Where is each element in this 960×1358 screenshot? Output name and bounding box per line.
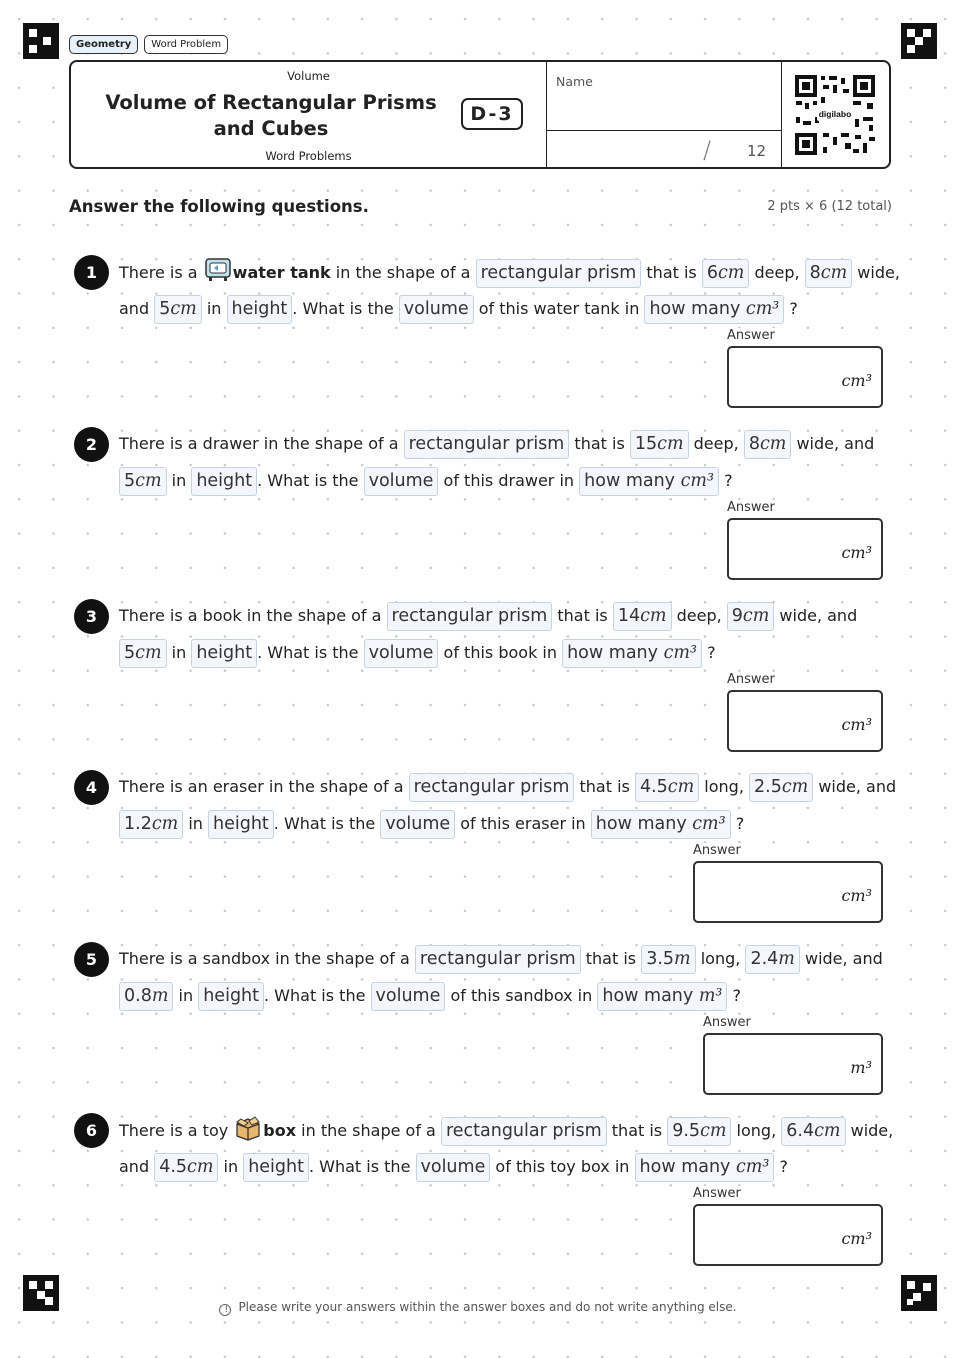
answer-box[interactable] [727, 690, 883, 752]
unit-label: cm³ [692, 814, 726, 834]
unit-label: cm [820, 263, 848, 283]
question-text [183, 814, 208, 833]
question-text-line1 [119, 429, 874, 459]
segment-text: 2.4 [750, 949, 779, 969]
segment-text: 1.2 [124, 814, 152, 834]
highlighted-term [119, 639, 167, 668]
segment-text: There is a drawer in the shape of a [119, 434, 404, 453]
answer-unit: cm³ [841, 1229, 872, 1248]
unit-label: cm [717, 263, 745, 283]
unit-label: cm [657, 434, 684, 454]
segment-text: water tank [232, 263, 331, 282]
highlighted-term [154, 1153, 218, 1182]
segment-text: in [201, 299, 227, 318]
highlighted-term [597, 982, 727, 1011]
highlighted-term [441, 1117, 607, 1146]
segment-text: of this toy box in [490, 1157, 635, 1176]
question-text [852, 263, 900, 282]
water-tank-icon [204, 257, 232, 283]
question-text [846, 1121, 894, 1140]
highlighted-term [399, 295, 474, 324]
header-title-area [71, 62, 546, 167]
highlighted-term [415, 945, 581, 974]
segment-text: 6.4 [786, 1121, 815, 1141]
answer-box[interactable] [693, 1204, 883, 1266]
segment-text: 6 [706, 263, 718, 283]
segment-text: long, [695, 949, 746, 968]
highlighted-term [641, 945, 695, 974]
highlighted-term [387, 602, 553, 631]
highlighted-term [635, 773, 699, 802]
highlighted-term [744, 430, 792, 459]
question-text [173, 986, 198, 1005]
highlighted-term [119, 467, 167, 496]
segment-text: deep, [688, 434, 744, 453]
segment-text: 14 [617, 606, 641, 626]
segment-text: . What is the [273, 814, 381, 833]
highlighted-term [727, 602, 775, 631]
segment-text: ? [727, 986, 742, 1005]
header-category: Volume [287, 69, 330, 83]
segment-text: that is [641, 263, 702, 282]
highlighted-term [119, 810, 183, 839]
highlighted-term [644, 295, 784, 324]
question-text [474, 299, 645, 318]
segment-text: 5 [159, 299, 171, 319]
segment-text: of this book in [438, 643, 563, 662]
segment-text: wide, and [813, 777, 897, 796]
question-text [569, 434, 630, 453]
question-text [490, 1157, 634, 1176]
question-text [689, 434, 744, 453]
question-text [774, 1157, 788, 1176]
answer-unit: m³ [850, 1058, 872, 1077]
segment-text: There is a [119, 263, 203, 282]
unit-label: cm³ [680, 471, 715, 491]
unit-label: cm [759, 434, 787, 454]
segment-text: in [183, 814, 209, 833]
unit-label: cm [640, 606, 667, 626]
segment-text: ? [719, 471, 733, 490]
highlighted-term [805, 259, 853, 288]
question-text [119, 1121, 233, 1140]
tag-list [69, 35, 228, 54]
segment-text: how many [567, 643, 664, 663]
question-text-line1 [119, 772, 896, 802]
qr-caption: digilabo [818, 109, 852, 119]
segment-text: rectangular prism [413, 777, 570, 797]
segment-text: in the shape of a [330, 263, 476, 282]
question-number: 3 [74, 599, 109, 634]
segment-text: how many [649, 299, 746, 319]
segment-text: that is [574, 777, 635, 796]
unit-label: m [778, 949, 795, 969]
question-text [119, 1157, 154, 1176]
highlighted-term [476, 259, 642, 288]
answer-box[interactable] [727, 346, 883, 408]
segment-text: ? [774, 1157, 788, 1176]
worksheet-code: D-3 [461, 98, 523, 130]
question-text [774, 606, 857, 625]
question-text [167, 471, 192, 490]
segment-text: that is [606, 1121, 668, 1140]
segment-text: . What is the [308, 1157, 416, 1176]
segment-text: in [166, 471, 192, 490]
segment-text: how many [602, 986, 699, 1006]
unit-label: cm³ [663, 643, 697, 663]
highlighted-term [198, 982, 264, 1011]
question-text [119, 263, 203, 282]
segment-text: 15 [634, 434, 658, 454]
highlighted-term [227, 295, 293, 324]
header-subtitle: Word Problems [265, 149, 352, 163]
segment-text: 4.5 [639, 777, 668, 797]
segment-text: long, [731, 1121, 782, 1140]
question-text [274, 814, 381, 833]
unit-label: cm [187, 1157, 214, 1177]
page-title: Volume of Rectangular Prisms and Cubes [105, 91, 437, 140]
unit-label: cm [742, 606, 770, 626]
instructions: Answer the following questions. [69, 197, 373, 216]
question-text [574, 777, 635, 796]
unit-label: cm³ [745, 299, 780, 319]
segment-text: 8 [809, 263, 821, 283]
highlighted-term [745, 945, 799, 974]
question-text-line1 [119, 257, 900, 288]
question-text [719, 471, 733, 490]
segment-text: box [263, 1121, 297, 1140]
highlighted-term [579, 467, 719, 496]
box-icon [234, 1115, 262, 1141]
segment-text: There is a toy [119, 1121, 234, 1140]
highlighted-term [119, 982, 173, 1011]
segment-text: 0.8 [124, 986, 152, 1006]
highlighted-term [416, 1153, 491, 1182]
segment-text: how many [639, 1157, 736, 1177]
answer-box[interactable] [693, 861, 883, 923]
highlighted-term [364, 467, 439, 496]
segment-text: how many [595, 814, 693, 834]
question-text [119, 606, 387, 625]
segment-text: how many [584, 471, 681, 491]
segment-text: wide, [852, 263, 900, 282]
segment-text: deep, [749, 263, 805, 282]
question-number: 1 [74, 255, 109, 290]
segment-text: 5 [124, 643, 136, 663]
answer-unit: cm³ [841, 371, 872, 390]
question-text [438, 643, 562, 662]
question-text [167, 643, 192, 662]
highlighted-term [613, 602, 672, 631]
segment-text: rectangular prism [391, 606, 548, 626]
question-text-line2 [119, 466, 733, 496]
unit-label: cm [135, 643, 162, 663]
highlighted-term [371, 982, 446, 1011]
segment-text: 8 [748, 434, 760, 454]
question-text [438, 471, 579, 490]
question-text [331, 263, 476, 282]
unit-label: m [151, 986, 169, 1006]
question-text [813, 777, 896, 796]
unit-label: cm [700, 1121, 727, 1141]
segment-text: volume [368, 643, 434, 663]
answer-box[interactable] [727, 518, 883, 580]
question-text [731, 1121, 781, 1140]
highlighted-term [562, 639, 702, 668]
segment-text: of this sandbox in [445, 986, 598, 1005]
segment-text: of this drawer in [438, 471, 580, 490]
highlighted-term [630, 430, 689, 459]
answer-label: Answer [727, 500, 775, 515]
segment-text: 4.5 [159, 1157, 188, 1177]
segment-text: volume [385, 814, 451, 834]
question-text-line2 [119, 638, 716, 668]
highlighted-term [154, 295, 202, 324]
segment-text: volume [403, 299, 469, 319]
question-text [119, 434, 404, 453]
unit-label: cm [667, 777, 695, 797]
corner-marker-top-right [901, 23, 937, 59]
answer-label: Answer [727, 672, 775, 687]
segment-text: . What is the [257, 643, 364, 662]
answer-unit: cm³ [841, 715, 872, 734]
question-text [784, 299, 798, 318]
question-text [696, 949, 746, 968]
segment-text: . What is the [264, 986, 371, 1005]
qr-code-icon [793, 73, 877, 157]
question-text-line1 [119, 601, 857, 631]
unit-label: cm [151, 814, 179, 834]
question-text [257, 643, 364, 662]
answer-unit: cm³ [841, 886, 872, 905]
segment-text: . What is the [292, 299, 399, 318]
segment-text: wide, [845, 1121, 894, 1140]
segment-text: 2.5 [754, 777, 782, 797]
question-text [552, 606, 613, 625]
highlighted-term [404, 430, 570, 459]
info-icon: ! [219, 1304, 231, 1316]
question-text [119, 299, 154, 318]
unit-label: m³ [698, 986, 723, 1006]
question-text [641, 263, 702, 282]
highlighted-term [749, 773, 813, 802]
question-number: 6 [74, 1113, 109, 1148]
segment-text: that is [569, 434, 630, 453]
unit-label: cm [781, 777, 809, 797]
question-text [699, 777, 749, 796]
segment-text: 9 [731, 606, 743, 626]
highlighted-term [667, 1117, 731, 1146]
highlighted-term [191, 639, 257, 668]
unit-label: cm [814, 1121, 841, 1141]
question-text [455, 814, 591, 833]
segment-text: rectangular prism [408, 434, 565, 454]
question-text [202, 299, 227, 318]
question-text [791, 434, 874, 453]
segment-text: 3.5 [646, 949, 675, 969]
segment-text: There is an eraser in the shape of a [119, 777, 409, 796]
tag-geometry: Geometry [69, 35, 138, 54]
unit-label: m [674, 949, 691, 969]
highlighted-term [380, 810, 455, 839]
answer-label: Answer [693, 1186, 741, 1201]
score-total: 12 [747, 142, 767, 160]
segment-text: and [119, 1157, 155, 1176]
footer-note [0, 1300, 960, 1316]
highlighted-term [191, 467, 257, 496]
question-text-line2 [119, 981, 741, 1011]
corner-marker-top-left [23, 23, 59, 59]
question-number: 5 [74, 942, 109, 977]
highlighted-term [591, 810, 731, 839]
score-separator: / [703, 136, 712, 164]
name-label: Name [556, 74, 593, 89]
question-text [800, 949, 883, 968]
worksheet-header [69, 60, 891, 169]
segment-text: in [173, 986, 199, 1005]
segment-text: wide, and [799, 949, 883, 968]
segment-text: rectangular prism [480, 263, 637, 283]
segment-text: There is a book in the shape of a [119, 606, 387, 625]
question-text-line2 [119, 809, 744, 839]
segment-text: volume [375, 986, 441, 1006]
segment-text: that is [552, 606, 613, 625]
question-text-line2 [119, 1152, 788, 1182]
segment-text: . What is the [257, 471, 364, 490]
question-text [727, 986, 741, 1005]
unit-label: cm³ [735, 1157, 770, 1177]
segment-text: rectangular prism [445, 1121, 602, 1141]
segment-text: in [166, 643, 192, 662]
question-text [119, 777, 409, 796]
segment-text: deep, [671, 606, 727, 625]
segment-text: height [196, 643, 253, 663]
highlighted-term [781, 1117, 845, 1146]
question-text [264, 986, 371, 1005]
answer-unit: cm³ [841, 543, 872, 562]
segment-text: There is a sandbox in the shape of a [119, 949, 415, 968]
key-term [263, 1121, 296, 1140]
highlighted-term [364, 639, 439, 668]
segment-text: 5 [124, 471, 136, 491]
answer-box[interactable] [703, 1033, 883, 1095]
segment-text: ? [730, 814, 745, 833]
segment-text: wide, and [774, 606, 858, 625]
segment-text: in the shape of a [296, 1121, 441, 1140]
question-text-line1 [119, 944, 883, 974]
highlighted-term [635, 1153, 775, 1182]
segment-text: in [218, 1157, 244, 1176]
question-text [749, 263, 804, 282]
header-name-score-area [546, 62, 782, 167]
question-number: 4 [74, 770, 109, 805]
segment-text: volume [368, 471, 434, 491]
segment-text: that is [580, 949, 642, 968]
segment-text: wide, and [791, 434, 875, 453]
segment-text: height [203, 986, 259, 1006]
tag-word-problem: Word Problem [144, 35, 228, 54]
question-text [218, 1157, 243, 1176]
segment-text: and [119, 299, 155, 318]
question-text-line1 [119, 1115, 893, 1146]
highlighted-term [208, 810, 274, 839]
segment-text: ? [701, 643, 716, 662]
key-term [233, 263, 331, 282]
header-divider [547, 130, 781, 131]
points-summary: 2 pts × 6 (12 total) [767, 199, 892, 214]
question-text [119, 949, 415, 968]
answer-label: Answer [693, 843, 741, 858]
unit-label: cm [170, 299, 197, 319]
highlighted-term [243, 1153, 309, 1182]
question-text [296, 1121, 441, 1140]
question-text-line2 [119, 294, 798, 324]
segment-text: volume [420, 1157, 486, 1177]
question-text [292, 299, 399, 318]
answer-label: Answer [727, 328, 775, 343]
segment-text: height [196, 471, 253, 491]
segment-text: height [231, 299, 288, 319]
answer-label: Answer [703, 1015, 751, 1030]
question-text [445, 986, 597, 1005]
segment-text: of this eraser in [455, 814, 591, 833]
segment-text: height [248, 1157, 304, 1177]
question-text [309, 1157, 416, 1176]
footer-text: Please write your answers within the answer boxes and do not write anything else. [234, 1300, 740, 1314]
question-text [257, 471, 364, 490]
highlighted-term [409, 773, 575, 802]
segment-text: height [213, 814, 269, 834]
segment-text: ? [784, 299, 798, 318]
segment-text: 9.5 [672, 1121, 701, 1141]
question-text [581, 949, 642, 968]
segment-text: of this water tank in [473, 299, 645, 318]
question-text [702, 643, 716, 662]
question-text [672, 606, 727, 625]
unit-label: cm [135, 471, 162, 491]
question-text [607, 1121, 668, 1140]
highlighted-term [702, 259, 750, 288]
question-text [731, 814, 745, 833]
segment-text: rectangular prism [419, 949, 576, 969]
segment-text: long, [699, 777, 749, 796]
question-number: 2 [74, 427, 109, 462]
